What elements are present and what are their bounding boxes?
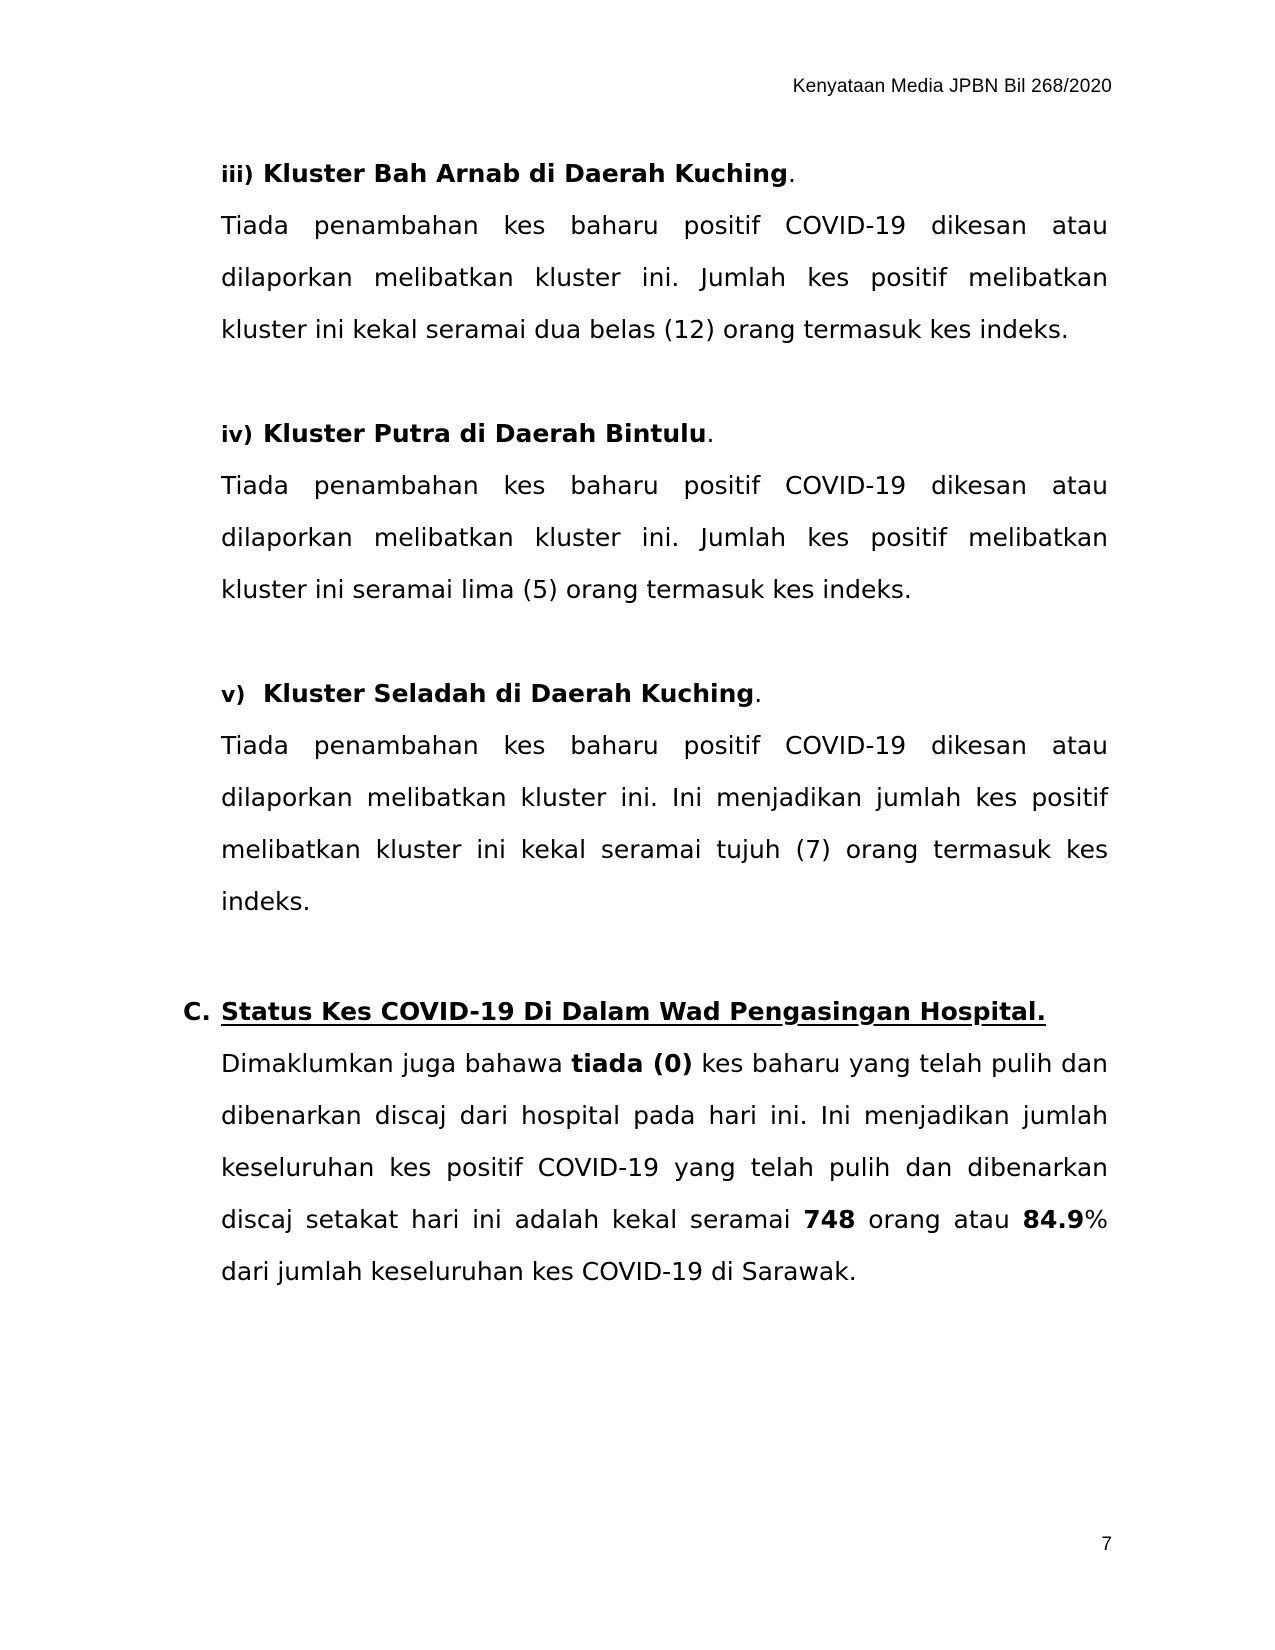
section-title-suffix: . <box>754 679 763 708</box>
section-c-heading <box>183 986 1108 1038</box>
section-title-suffix: . <box>788 159 796 188</box>
section-heading <box>221 408 1108 460</box>
section-body: Tiada penambahan kes baharu positif COVID-19 dikesan atau dilaporkan melibatkan kluster ini. Jumlah kes positif melibatkan kluster ini seramai lima (5) orang termasuk kes indeks. <box>221 471 1108 604</box>
page-header: Kenyataan Media JPBN Bil 268/2020 <box>792 76 1112 97</box>
body-text: Dimaklumkan juga bahawa <box>221 1049 572 1078</box>
body-text: kes baharu yang telah pulih dan dibenarkan discaj dari hospital pada hari ini. Ini menjadikan jumlah keseluruhan kes positif COVID-19 yang telah pulih dan dibenarkan discaj setakat hari ini adalah kekal seramai <box>221 1049 1108 1234</box>
section-number: iii) <box>221 163 254 188</box>
section-body: Tiada penambahan kes baharu positif COVID-19 dikesan atau dilaporkan melibatkan kluster ini. Jumlah kes positif melibatkan kluster ini kekal seramai dua belas (12) orang termasuk kes indeks. <box>221 211 1108 344</box>
cluster-section-iii <box>221 148 1108 356</box>
section-title: Kluster Bah Arnab di Daerah Kuching <box>263 159 788 188</box>
section-title-suffix: . <box>706 419 715 448</box>
hospital-status-section <box>183 986 1108 1298</box>
recovered-today-count: tiada (0) <box>571 1049 693 1078</box>
cluster-section-v <box>221 668 1108 928</box>
cluster-section-iv <box>221 408 1108 616</box>
section-heading <box>221 148 1108 200</box>
total-recovered-count: 748 <box>803 1205 856 1234</box>
section-number: iv) <box>221 423 253 448</box>
section-title: Kluster Putra di Daerah Bintulu <box>263 419 707 448</box>
recovered-percentage: 84.9 <box>1022 1205 1085 1234</box>
body-text: orang atau <box>855 1205 1023 1234</box>
cluster-list <box>221 148 1108 928</box>
body-text: % dari jumlah keseluruhan kes COVID-19 di Sarawak. <box>221 1205 1108 1286</box>
section-c-letter: C. <box>183 997 211 1026</box>
spacer <box>221 616 1108 668</box>
page-number: 7 <box>1101 1534 1112 1555</box>
section-title: Kluster Seladah di Daerah Kuching <box>263 679 755 708</box>
section-number: v) <box>221 683 246 708</box>
section-c-body <box>221 1038 1108 1298</box>
section-c-title: Status Kes COVID-19 Di Dalam Wad Pengasingan Hospital. <box>221 997 1046 1026</box>
section-body: Tiada penambahan kes baharu positif COVID-19 dikesan atau dilaporkan melibatkan kluster ini. Ini menjadikan jumlah kes positif melibatkan kluster ini kekal seramai tujuh (7) orang termasuk kes indeks. <box>221 731 1108 916</box>
section-heading <box>221 668 1108 720</box>
spacer <box>221 356 1108 408</box>
